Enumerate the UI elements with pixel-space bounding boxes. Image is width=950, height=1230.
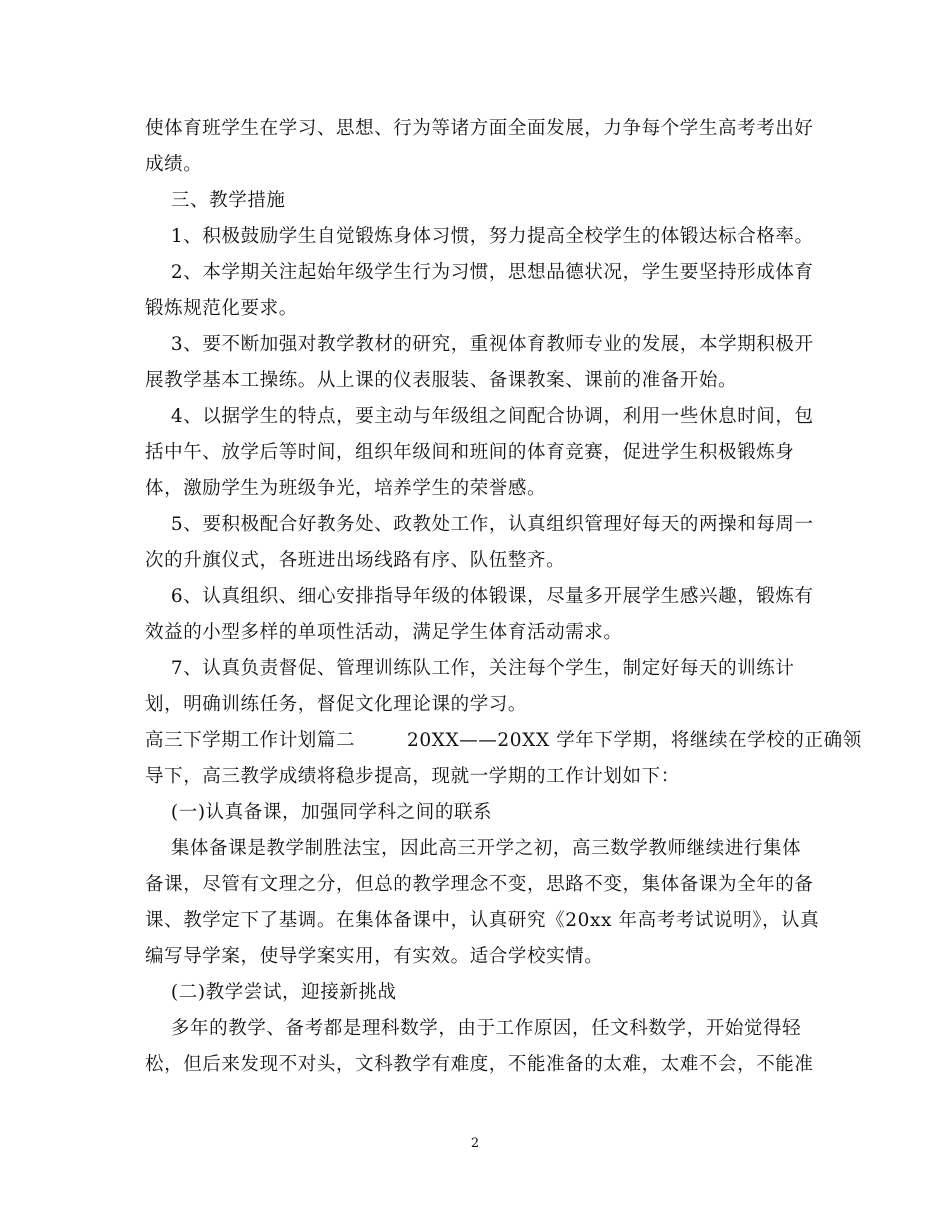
text-line: 1、积极鼓励学生自觉锻炼身体习惯，努力提高全校学生的体锻达标合格率。	[145, 226, 814, 247]
section-heading: (二)教学尝试，迎接新挑战	[145, 982, 397, 1003]
text-line: 体，激励学生为班级争光，培养学生的荣誉感。	[145, 478, 547, 499]
section-heading: (一)认真备课，加强同学科之间的联系	[145, 802, 493, 823]
text-line: 6、认真组织、细心安排指导年级的体锻课，尽量多开展学生感兴趣，锻炼有	[145, 586, 814, 607]
text-line: 4、以据学生的特点，要主动与年级组之间配合协调，利用一些休息时间，包	[145, 406, 814, 427]
text-line: 导下，高三教学成绩将稳步提高，现就一学期的工作计划如下：	[145, 766, 680, 787]
text-line: 课、教学定下了基调。在集体备课中，认真研究《20xx 年高考考试说明》，认真	[145, 910, 820, 931]
text-line: 效益的小型多样的单项性活动，满足学生体育活动需求。	[145, 622, 623, 643]
text-line: 多年的教学、备考都是理科数学，由于工作原因，任文科数学，开始觉得轻	[145, 1018, 802, 1039]
section-heading: 三、教学措施	[145, 190, 286, 211]
text-line: 高三下学期工作计划篇二 20XX——20XX 学年下学期，将继续在学校的正确领	[145, 730, 862, 751]
text-line: 集体备课是教学制胜法宝，因此高三开学之初，高三数学教师继续进行集体	[145, 838, 802, 859]
text-line: 2、本学期关注起始年级学生行为习惯，思想品德状况，学生要坚持形成体育	[145, 262, 814, 283]
text-line: 备课，尽管有文理之分，但总的教学理念不变，思路不变，集体备课为全年的备	[145, 874, 814, 895]
text-line: 括中午、放学后等时间，组织年级间和班间的体育竞赛，促进学生积极锻炼身	[145, 442, 795, 463]
text-line: 5、要积极配合好教务处、政教处工作，认真组织管理好每天的两操和每周一	[145, 514, 814, 535]
text-line: 划，明确训练任务，督促文化理论课的学习。	[145, 694, 528, 715]
text-line: 松，但后来发现不对头，文科教学有难度，不能准备的太难，太难不会，不能准	[145, 1054, 814, 1075]
text-line: 编写导学案，使导学案实用，有实效。适合学校实情。	[145, 946, 604, 967]
text-line: 7、认真负责督促、管理训练队工作，关注每个学生，制定好每天的训练计	[145, 658, 795, 679]
text-line: 3、要不断加强对教学教材的研究，重视体育教师专业的发展，本学期积极开	[145, 334, 814, 355]
text-line: 次的升旗仪式，各班进出场线路有序、队伍整齐。	[145, 550, 566, 571]
document-body	[145, 111, 862, 1083]
text-line: 成绩。	[145, 154, 203, 175]
page-number: 2	[470, 1136, 480, 1151]
text-line: 展教学基本工操练。从上课的仪表服装、备课教案、课前的准备开始。	[145, 370, 738, 391]
text-line: 锻炼规范化要求。	[145, 298, 298, 319]
text-line: 使体育班学生在学习、思想、行为等诸方面全面发展，力争每个学生高考考出好	[145, 118, 814, 139]
